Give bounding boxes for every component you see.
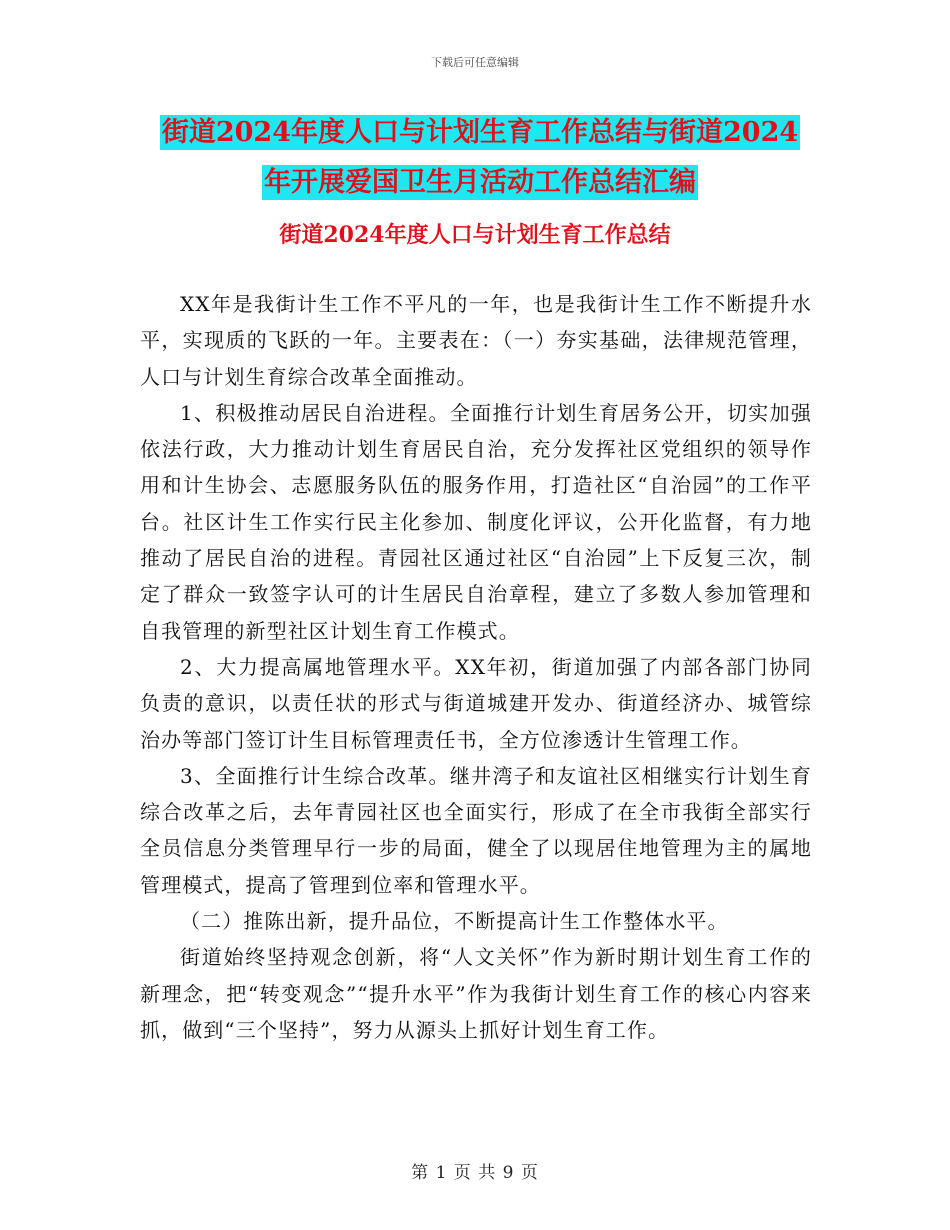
paragraph-item-2: 2、大力提高属地管理水平。XX年初，街道加强了内部各部门协同负责的意识，以责任状的形式与街道城建开发办、街道经济办、城管综治办等部门签订计生目标管理责任书，全方位渗透计生管理工作。 [140, 654, 812, 752]
section-title: 街道2024年度人口与计划生育工作总结 [279, 222, 671, 248]
main-title-line-2: 年开展爱国卫生月活动工作总结汇编 [264, 167, 696, 198]
paragraph-intro: XX年是我街计生工作不平凡的一年，也是我街计生工作不断提升水平，实现质的飞跃的一年。主要表在：（一）夯实基础，法律规范管理，人口与计划生育综合改革全面推动。 [140, 292, 812, 389]
paragraph-closing: 街道始终坚持观念创新，将“人文关怀”作为新时期计划生育工作的新理念，把“转变观念”“提升水平”作为我街计划生育工作的核心内容来抓，做到“三个坚持”，努力从源头上抓好计划生育工作。 [140, 945, 812, 1042]
main-title-line-1: 街道2024年度人口与计划生育工作总结与街道2024 [161, 117, 799, 148]
document-body [140, 286, 812, 1048]
document-main-title [140, 108, 820, 208]
paragraph-item-1: 1、积极推动居民自治进程。全面推行计划生育居务公开，切实加强依法行政，大力推动计划生育居民自治，充分发挥社区党组织的领导作用和计生协会、志愿服务队伍的服务作用，打造社区“自治园”的工作平台。社区计生工作实行民主化参加、制度化评议，公开化监督，有力地推动了居民自治的进程。青园社区通过社区“自治园”上下反复三次，制定了群众一致签字认可的计生居民自治章程，建立了多数人参加管理和自我管理的新型社区计划生育工作模式。 [140, 400, 812, 643]
paragraph-item-3: 3、全面推行计生综合改革。继井湾子和友谊社区相继实行计划生育综合改革之后，去年青园社区也全面实行，形成了在全市我街全部实行全员信息分类管理早行一步的局面，健全了以现居住地管理为主的属地管理模式，提高了管理到位率和管理水平。 [140, 763, 812, 897]
header-note: 下载后可任意编辑 [431, 56, 519, 69]
page-number-footer: 第 1 页 共 9 页 [411, 1163, 539, 1183]
paragraph-subheading-2: （二）推陈出新，提升品位，不断提高计生工作整体水平。 [180, 909, 729, 934]
